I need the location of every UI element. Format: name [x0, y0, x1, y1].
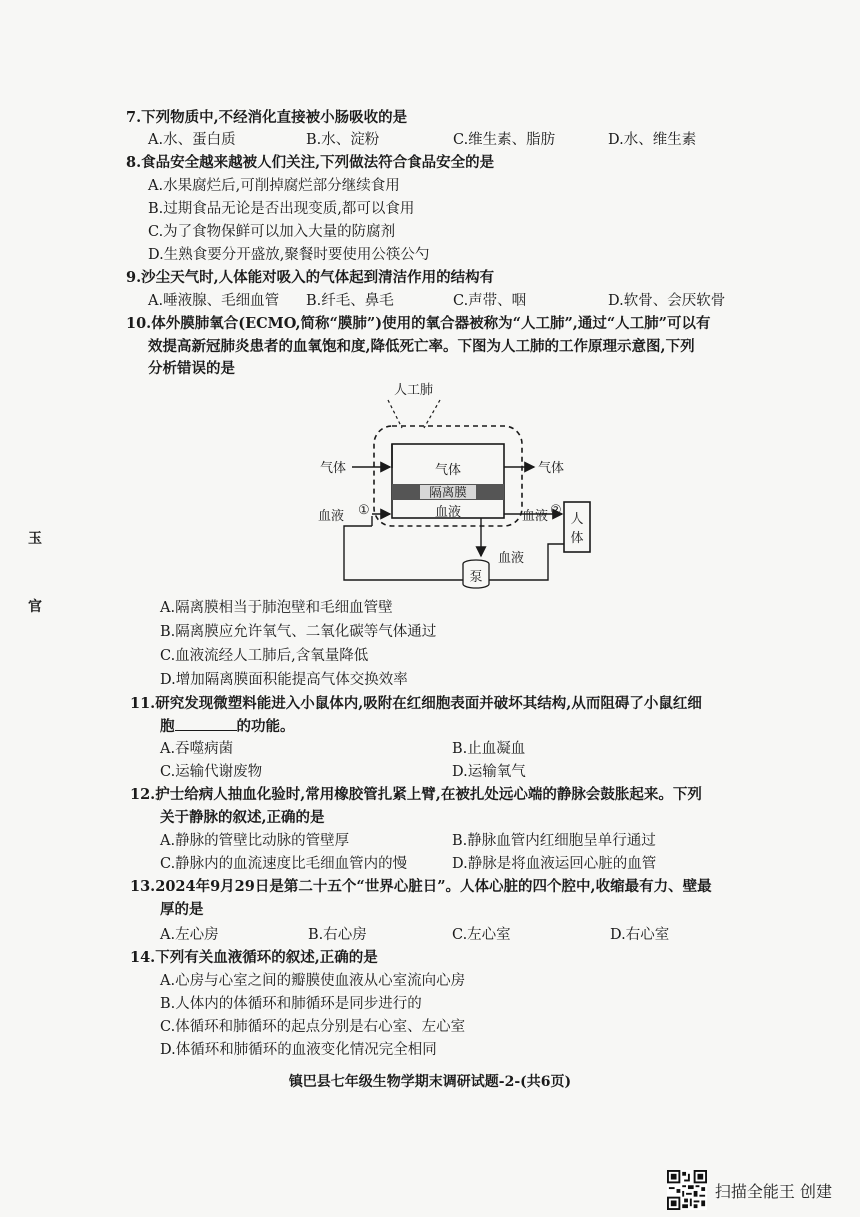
marker-1: ①	[358, 503, 370, 518]
q11-stem-line1: 11.研究发现微塑料能进入小鼠体内,吸附在红细胞表面并破坏其结构,从而阻碍了小鼠红细	[130, 695, 702, 712]
blood-out-label: 血液	[522, 509, 549, 524]
q9-option-d: D.软骨、会厌软骨	[608, 293, 726, 309]
q14-stem: 14.下列有关血液循环的叙述,正确的是	[130, 949, 378, 966]
q9-option-b: B.纤毛、鼻毛	[306, 293, 394, 309]
q9-option-a: A.唾液腺、毛细血管	[148, 293, 280, 309]
q8-option-c: C.为了食物保鲜可以加入大量的防腐剂	[148, 224, 396, 240]
q10-option-d: D.增加隔离膜面积能提高气体交换效率	[160, 672, 408, 688]
scanner-watermark	[667, 1170, 832, 1210]
q10-stem-line1: 10.体外膜肺氧合(ECMO,简称“膜肺”)使用的氧合器被称为“人工肺”,通过“人工肺”可以有	[126, 315, 711, 332]
return-loop-line	[344, 526, 564, 580]
q11-stem-line2	[160, 716, 295, 737]
q9-option-c: C.声带、咽	[453, 293, 527, 309]
q13-option-a: A.左心房	[160, 927, 219, 943]
q14-option-a: A.心房与心室之间的瓣膜使血液从心室流向心房	[160, 973, 466, 989]
q10-option-b: B.隔离膜应允许氧气、二氧化碳等气体通过	[160, 624, 437, 640]
q12-stem-line2: 关于静脉的叙述,正确的是	[160, 809, 325, 826]
body-label-char2: 体	[570, 531, 584, 546]
q11-stem-pre: 胞	[160, 718, 175, 735]
answer-blank	[175, 716, 237, 731]
q12-option-c: C.静脉内的血流速度比毛细血管内的慢	[160, 856, 408, 872]
margin-char-2: 官	[28, 599, 42, 615]
q8-option-b: B.过期食品无论是否出现变质,都可以食用	[148, 201, 415, 217]
q9-stem: 9.沙尘天气时,人体能对吸入的气体起到清洁作用的结构有	[126, 269, 495, 286]
membrane-label: 隔离膜	[429, 484, 467, 500]
marker-2: ②	[550, 503, 562, 518]
q13-stem-line1: 13.2024年9月29日是第二十五个“世界心脏日”。人体心脏的四个腔中,收缩最有力、壁最	[130, 878, 712, 895]
title-callout-lines	[388, 400, 440, 428]
q10-option-c: C.血液流经人工肺后,含氧量降低	[160, 648, 369, 664]
q7-option-d: D.水、维生素	[608, 132, 697, 148]
blood-in-label: 血液	[318, 509, 345, 524]
q14-option-d: D.体循环和肺循环的血液变化情况完全相同	[160, 1042, 437, 1058]
q10-stem-line3: 分析错误的是	[148, 360, 235, 377]
q14-option-b: B.人体内的体循环和肺循环是同步进行的	[160, 996, 422, 1012]
q12-option-b: B.静脉血管内红细胞呈单行通过	[452, 833, 656, 849]
q13-option-c: C.左心室	[452, 927, 511, 943]
margin-char-1: 玉	[28, 531, 42, 547]
q11-option-d: D.运输氧气	[452, 764, 526, 780]
q8-option-d: D.生熟食要分开盛放,聚餐时要使用公筷公勺	[148, 247, 430, 263]
body-label-char1: 人	[570, 512, 584, 527]
q11-stem-post: 的功能。	[236, 718, 295, 735]
q13-stem-line2: 厚的是	[160, 901, 204, 918]
q8-option-a: A.水果腐烂后,可削掉腐烂部分继续食用	[148, 178, 400, 194]
gas-out-label: 气体	[538, 461, 565, 476]
q13-option-b: B.右心房	[308, 927, 367, 943]
q12-option-a: A.静脉的管壁比动脉的管壁厚	[160, 833, 350, 849]
q10-stem-line2: 效提高新冠肺炎患者的血氧饱和度,降低死亡率。下图为人工肺的工作原理示意图,下列	[148, 338, 695, 355]
qr-code-icon	[667, 1170, 707, 1210]
q11-option-a: A.吞噬病菌	[160, 741, 234, 757]
pump-blood-label: 血液	[498, 551, 525, 566]
q8-stem: 8.食品安全越来越被人们关注,下列做法符合食品安全的是	[126, 154, 495, 171]
q7-option-a: A.水、蛋白质	[148, 132, 236, 148]
q12-option-d: D.静脉是将血液运回心脏的血管	[452, 856, 657, 872]
q11-option-b: B.止血凝血	[452, 741, 526, 757]
diagram-title-label: 人工肺	[394, 383, 434, 398]
q11-option-c: C.运输代谢废物	[160, 764, 263, 780]
page-footer: 镇巴县七年级生物学期末调研试题-2-(共6页)	[288, 1074, 572, 1090]
q12-stem-line1: 12.护士给病人抽血化验时,常用橡胶管扎紧上臂,在被扎处远心端的静脉会鼓胀起来。下列	[130, 786, 702, 803]
q7-option-b: B.水、淀粉	[306, 132, 380, 148]
q10-option-a: A.隔离膜相当于肺泡壁和毛细血管壁	[160, 600, 393, 616]
pump-label: 泵	[469, 570, 483, 585]
q13-option-d: D.右心室	[610, 927, 670, 943]
scanner-brand-text: 扫描全能王 创建	[714, 1181, 832, 1201]
q14-option-c: C.体循环和肺循环的起点分别是右心室、左心室	[160, 1019, 466, 1035]
blood-chamber-label: 血液	[434, 505, 462, 520]
q7-option-c: C.维生素、脂肪	[453, 132, 556, 148]
q7-stem: 7.下列物质中,不经消化直接被小肠吸收的是	[126, 109, 408, 126]
gas-in-label: 气体	[320, 461, 347, 476]
gas-chamber-label: 气体	[434, 463, 462, 478]
artificial-lung-diagram	[316, 378, 606, 596]
